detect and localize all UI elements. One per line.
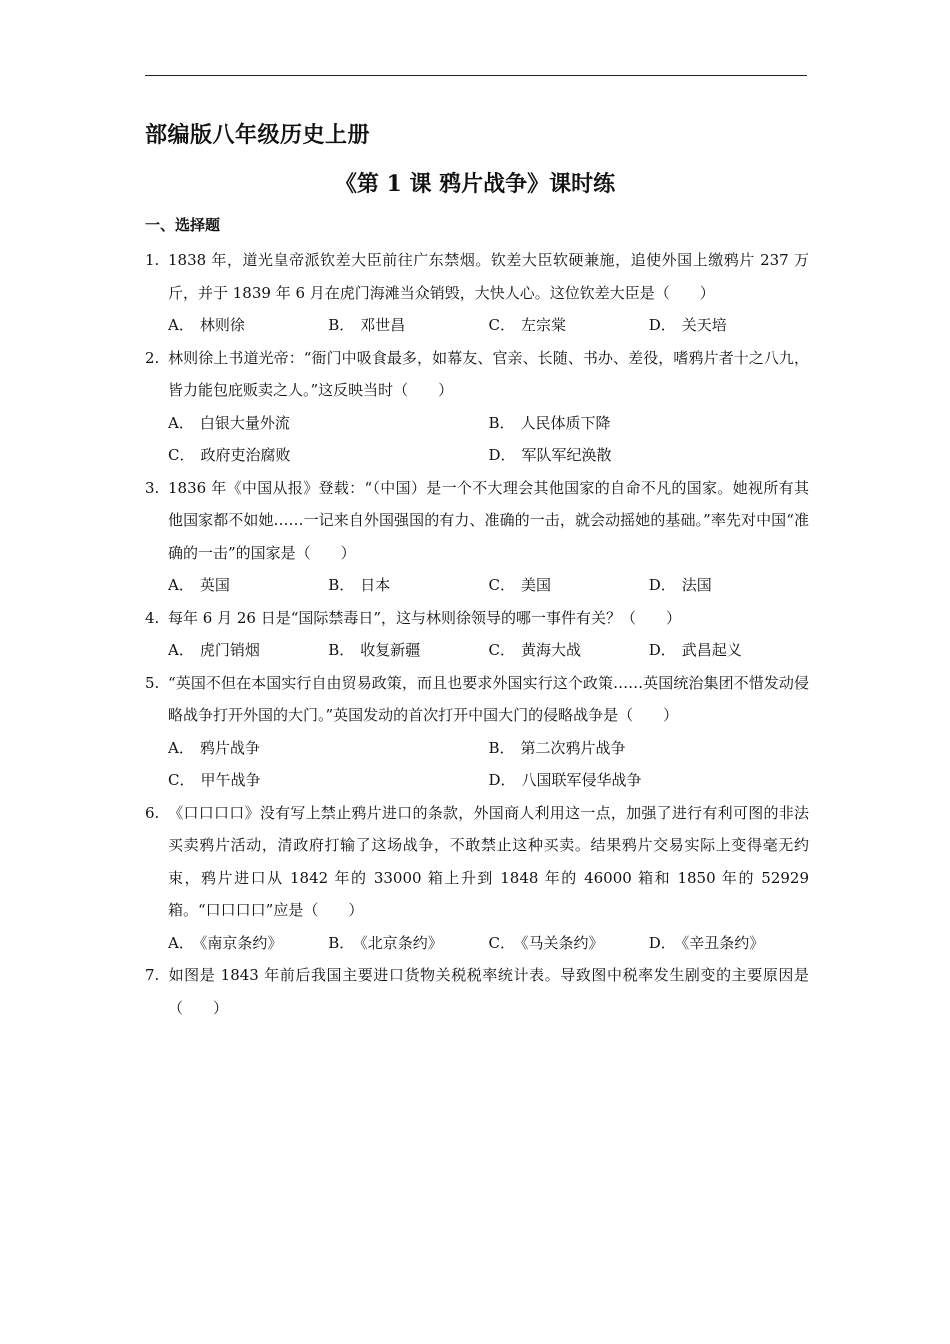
option-text: 八国联军侵华战争 [521, 771, 642, 789]
question-4 [145, 602, 809, 667]
option-text: 第二次鸦片战争 [520, 738, 626, 757]
option-letter: B． [328, 641, 355, 659]
option-text: 关天培 [681, 316, 727, 334]
section-heading: 一、选择题 [145, 216, 221, 234]
option-text: 武昌起义 [681, 641, 742, 659]
option-text: 虎门销烟 [199, 641, 260, 659]
question-number: 7. [145, 966, 160, 984]
option-letter: C． [488, 576, 515, 594]
option-row [145, 407, 809, 440]
option-row [145, 309, 809, 342]
question-stem: 1838 年，道光皇帝派钦差大臣前往广东禁烟。钦差大臣软硬兼施，追使外国上缴鸦片 237 万斤，并于 1839 年 6 月在虎门海滩当众销毁，大快人心。这位钦差大臣是（ ） [168, 251, 809, 302]
option-letter: C． [168, 446, 195, 464]
option-a[interactable] [168, 407, 489, 440]
option-text: 政府吏治腐败 [200, 446, 291, 464]
question-6 [145, 797, 809, 960]
option-text: 美国 [520, 576, 551, 594]
option-letter: C． [488, 641, 515, 659]
option-letter: A． [168, 413, 194, 432]
question-stem: “英国不但在本国实行自由贸易政策，而且也要求外国实行这个政策……英国统治集团不惜发动侵略战争打开外国的大门。”英国发动的首次打开中国大门的侵略战争是（ ） [168, 673, 809, 724]
option-a[interactable] [168, 569, 328, 602]
option-c[interactable] [489, 927, 649, 960]
option-letter: A． [168, 933, 194, 952]
question-number: 4. [145, 608, 160, 627]
option-text: 人民体质下降 [520, 413, 611, 432]
option-text: 邓世昌 [360, 316, 406, 334]
question-number: 1. [145, 251, 160, 269]
option-text: 白银大量外流 [199, 413, 290, 432]
option-d[interactable] [649, 927, 809, 960]
option-letter: A． [168, 641, 194, 659]
option-letter: D． [648, 316, 676, 334]
option-c[interactable] [168, 764, 489, 797]
option-letter: C． [488, 933, 515, 952]
question-stem: 《口口口口》没有写上禁止鸦片进口的条款，外国商人利用这一点，加强了进行有利可图的非法买卖鸦片活动，清政府打输了这场战争，不敢禁止这种买卖。结果鸦片交易实际上变得毫无约束，鸦片进口从 1842 年的 33000 箱上升到 1848 年的 46000 箱和 1850 年的 52929 箱。“口口口口”应是（ ） [168, 803, 809, 919]
option-c[interactable] [489, 309, 649, 342]
option-b[interactable] [328, 569, 488, 602]
question-list [145, 244, 809, 1024]
option-row [145, 927, 809, 960]
option-text: 英国 [199, 576, 230, 594]
option-text: 甲午战争 [200, 771, 261, 789]
option-c[interactable] [489, 569, 649, 602]
question-stem: 如图是 1843 年前后我国主要进口货物关税税率统计表。导致图中税率发生剧变的主要原因是（ ） [168, 966, 809, 1017]
question-1 [145, 244, 809, 342]
option-b[interactable] [328, 634, 488, 667]
question-stem: 1836 年《中国从报》登载：“（中国）是一个不大理会其他国家的自命不凡的国家。她视所有其他国家都不如她……一记来自外国强国的有力、准确的一击，就会动摇她的基础。”率先对中国“准确的一击”的国家是（ ） [168, 478, 809, 562]
option-text: 《南京条约》 [199, 933, 283, 952]
option-text: 鸦片战争 [199, 738, 260, 757]
option-b[interactable] [328, 927, 488, 960]
header-rule [145, 75, 807, 76]
option-text: 收复新疆 [360, 641, 421, 659]
option-c[interactable] [168, 439, 489, 472]
option-d[interactable] [489, 439, 810, 472]
option-c[interactable] [489, 634, 649, 667]
question-number: 6. [145, 803, 160, 822]
option-letter: D． [648, 933, 676, 952]
option-letter: B． [488, 413, 515, 432]
question-2 [145, 342, 809, 472]
question-stem: 林则徐上书道光帝：“衙门中吸食最多，如幕友、官亲、长随、书办、差役，嗜鸦片者十之八九，皆力能包庇贩卖之人。”这反映当时（ ） [168, 348, 809, 399]
option-row [145, 439, 809, 472]
option-text: 军队军纪涣散 [521, 446, 612, 464]
option-text: 法国 [681, 576, 712, 594]
option-a[interactable] [168, 927, 328, 960]
option-letter: B． [488, 738, 515, 757]
lesson-title: 《第 1 课 鸦片战争》课时练 [334, 171, 616, 197]
question-number: 2. [145, 348, 160, 367]
option-row [145, 764, 809, 797]
option-text: 《北京条约》 [360, 933, 443, 952]
option-text: 林则徐 [199, 316, 245, 334]
question-7 [145, 959, 809, 1024]
question-5 [145, 667, 809, 797]
question-stem: 每年 6 月 26 日是“国际禁毒日”，这与林则徐领导的哪一事件有关？（ ） [168, 608, 682, 627]
option-letter: C． [168, 771, 195, 789]
question-number: 3. [145, 478, 160, 497]
option-a[interactable] [168, 634, 328, 667]
option-letter: C． [488, 316, 515, 334]
option-letter: D． [488, 771, 516, 789]
option-text: 《辛丑条约》 [681, 933, 765, 952]
option-letter: D． [488, 446, 516, 464]
option-b[interactable] [489, 732, 810, 765]
option-letter: A． [168, 738, 194, 757]
option-a[interactable] [168, 309, 328, 342]
option-text: 黄海大战 [520, 641, 581, 659]
option-letter: D． [648, 576, 676, 594]
option-letter: D． [648, 641, 676, 659]
option-d[interactable] [649, 309, 809, 342]
option-d[interactable] [649, 569, 809, 602]
question-number: 5. [145, 673, 160, 692]
option-d[interactable] [649, 634, 809, 667]
option-letter: A． [168, 316, 194, 334]
option-row [145, 634, 809, 667]
option-letter: B． [328, 933, 355, 952]
option-b[interactable] [489, 407, 810, 440]
option-text: 《马关条约》 [520, 933, 604, 952]
option-b[interactable] [328, 309, 488, 342]
option-letter: A． [168, 576, 194, 594]
option-letter: B． [328, 576, 355, 594]
question-3 [145, 472, 809, 602]
option-text: 日本 [360, 576, 391, 594]
option-a[interactable] [168, 732, 489, 765]
option-row [145, 569, 809, 602]
option-d[interactable] [489, 764, 810, 797]
option-row [145, 732, 809, 765]
option-letter: B． [328, 316, 355, 334]
document-header-title: 部编版八年级历史上册 [145, 123, 371, 148]
option-text: 左宗棠 [520, 316, 566, 334]
